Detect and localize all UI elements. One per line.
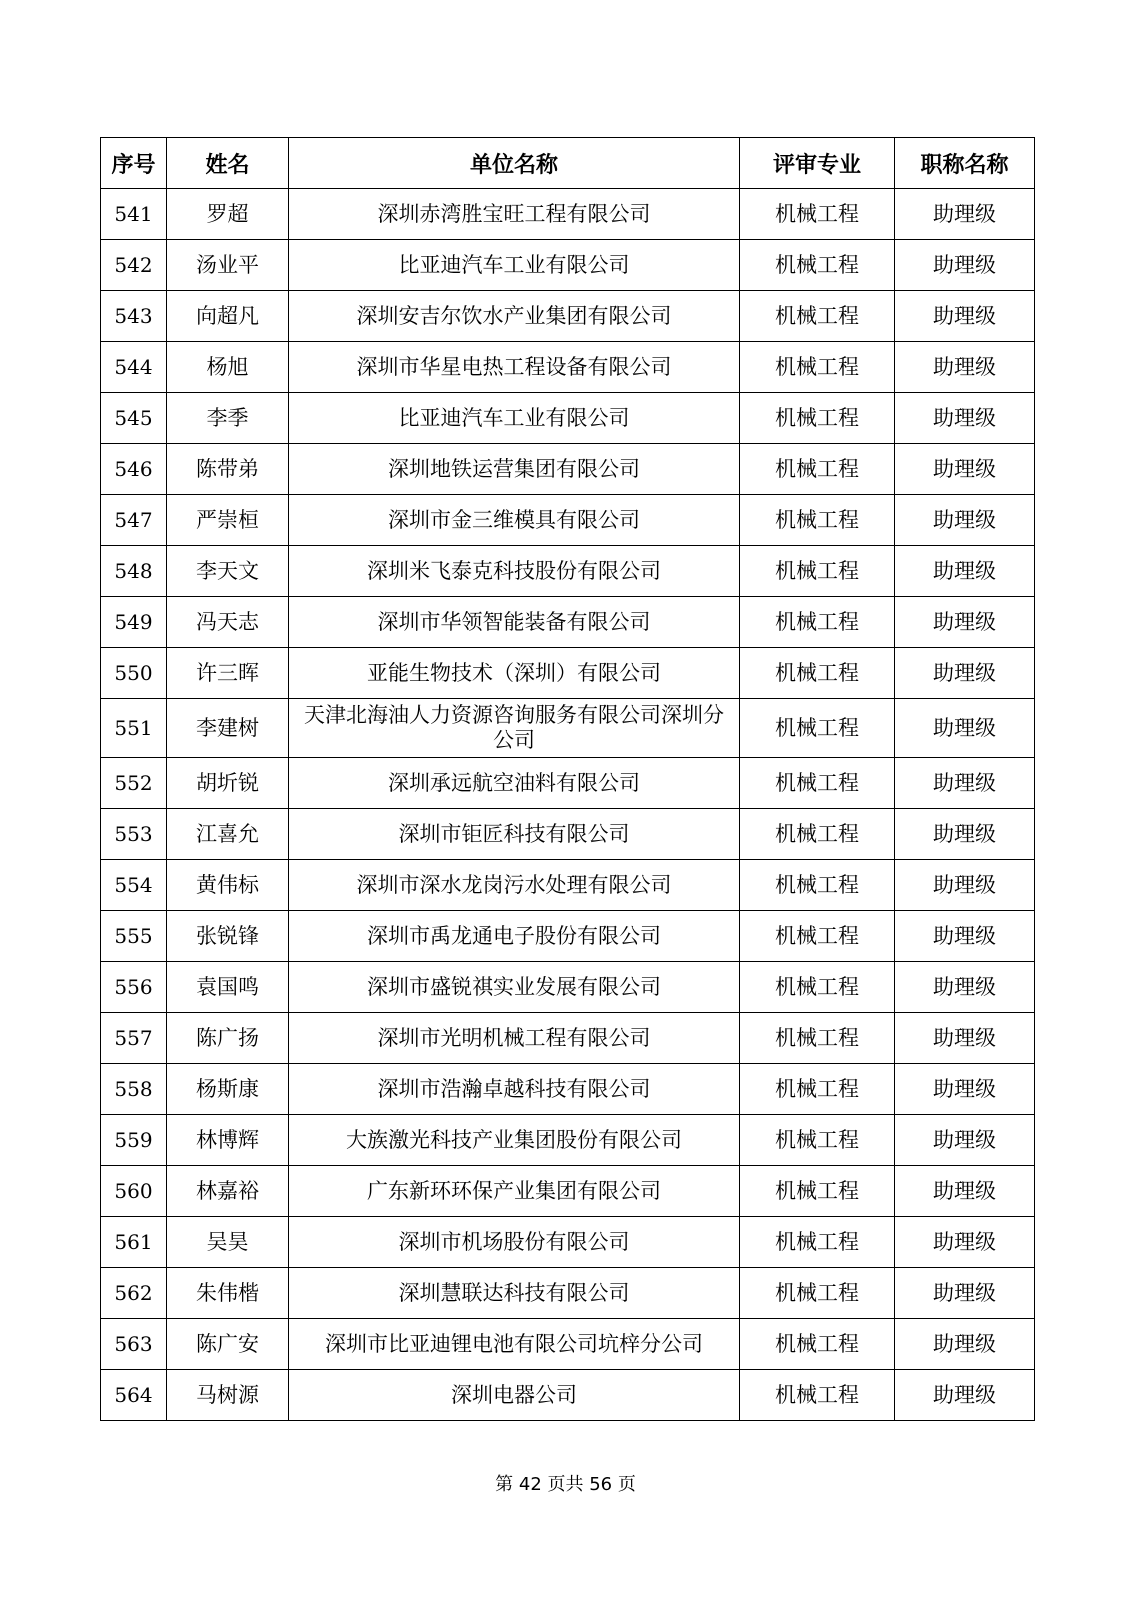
header-serial-number: 序号: [101, 138, 167, 189]
cell-specialty: 机械工程: [740, 860, 895, 911]
cell-unit-name: 比亚迪汽车工业有限公司: [289, 240, 740, 291]
cell-title-name: 助理级: [895, 546, 1035, 597]
cell-title-name: 助理级: [895, 1115, 1035, 1166]
cell-specialty: 机械工程: [740, 1370, 895, 1421]
cell-title-name: 助理级: [895, 291, 1035, 342]
table-row: [101, 546, 1035, 597]
cell-title-name: 助理级: [895, 240, 1035, 291]
cell-title-name: 助理级: [895, 1013, 1035, 1064]
cell-specialty: 机械工程: [740, 189, 895, 240]
cell-serial-number: 544: [101, 342, 167, 393]
cell-title-name: 助理级: [895, 189, 1035, 240]
cell-specialty: 机械工程: [740, 495, 895, 546]
cell-title-name: 助理级: [895, 1217, 1035, 1268]
cell-title-name: 助理级: [895, 809, 1035, 860]
cell-serial-number: 558: [101, 1064, 167, 1115]
cell-unit-name: 深圳安吉尔饮水产业集团有限公司: [289, 291, 740, 342]
cell-unit-name: 深圳米飞泰克科技股份有限公司: [289, 546, 740, 597]
cell-specialty: 机械工程: [740, 1268, 895, 1319]
cell-name: 陈广扬: [167, 1013, 289, 1064]
cell-title-name: 助理级: [895, 1319, 1035, 1370]
cell-title-name: 助理级: [895, 597, 1035, 648]
cell-serial-number: 561: [101, 1217, 167, 1268]
table-row: [101, 648, 1035, 699]
cell-name: 袁国鸣: [167, 962, 289, 1013]
cell-name: 林博辉: [167, 1115, 289, 1166]
cell-serial-number: 549: [101, 597, 167, 648]
cell-specialty: 机械工程: [740, 393, 895, 444]
table-row: [101, 699, 1035, 758]
header-unit-name: 单位名称: [289, 138, 740, 189]
cell-unit-name: 深圳市浩瀚卓越科技有限公司: [289, 1064, 740, 1115]
cell-serial-number: 560: [101, 1166, 167, 1217]
cell-name: 杨旭: [167, 342, 289, 393]
cell-name: 陈广安: [167, 1319, 289, 1370]
table-row: [101, 809, 1035, 860]
cell-specialty: 机械工程: [740, 546, 895, 597]
cell-serial-number: 563: [101, 1319, 167, 1370]
cell-name: 江喜允: [167, 809, 289, 860]
cell-specialty: 机械工程: [740, 699, 895, 758]
cell-specialty: 机械工程: [740, 240, 895, 291]
table-row: [101, 1319, 1035, 1370]
cell-specialty: 机械工程: [740, 648, 895, 699]
cell-serial-number: 545: [101, 393, 167, 444]
cell-unit-name: 深圳赤湾胜宝旺工程有限公司: [289, 189, 740, 240]
cell-title-name: 助理级: [895, 444, 1035, 495]
cell-title-name: 助理级: [895, 911, 1035, 962]
cell-name: 吴昊: [167, 1217, 289, 1268]
cell-title-name: 助理级: [895, 860, 1035, 911]
header-name: 姓名: [167, 138, 289, 189]
cell-name: 林嘉裕: [167, 1166, 289, 1217]
personnel-table: [100, 137, 1035, 1421]
cell-name: 汤业平: [167, 240, 289, 291]
table-row: [101, 758, 1035, 809]
cell-name: 许三晖: [167, 648, 289, 699]
cell-serial-number: 551: [101, 699, 167, 758]
cell-serial-number: 556: [101, 962, 167, 1013]
cell-unit-name: 深圳市机场股份有限公司: [289, 1217, 740, 1268]
cell-specialty: 机械工程: [740, 444, 895, 495]
cell-name: 张锐锋: [167, 911, 289, 962]
cell-specialty: 机械工程: [740, 291, 895, 342]
cell-unit-name: 深圳市深水龙岗污水处理有限公司: [289, 860, 740, 911]
cell-name: 严崇桓: [167, 495, 289, 546]
cell-title-name: 助理级: [895, 699, 1035, 758]
cell-title-name: 助理级: [895, 962, 1035, 1013]
cell-unit-name: 深圳市禹龙通电子股份有限公司: [289, 911, 740, 962]
cell-specialty: 机械工程: [740, 911, 895, 962]
cell-specialty: 机械工程: [740, 809, 895, 860]
cell-serial-number: 555: [101, 911, 167, 962]
cell-specialty: 机械工程: [740, 1064, 895, 1115]
cell-specialty: 机械工程: [740, 1319, 895, 1370]
cell-specialty: 机械工程: [740, 1166, 895, 1217]
cell-specialty: 机械工程: [740, 1115, 895, 1166]
cell-serial-number: 550: [101, 648, 167, 699]
table-row: [101, 1166, 1035, 1217]
cell-serial-number: 541: [101, 189, 167, 240]
table-row: [101, 240, 1035, 291]
cell-serial-number: 554: [101, 860, 167, 911]
cell-title-name: 助理级: [895, 648, 1035, 699]
cell-serial-number: 542: [101, 240, 167, 291]
cell-unit-name: 亚能生物技术（深圳）有限公司: [289, 648, 740, 699]
table-row: [101, 1370, 1035, 1421]
cell-unit-name: 比亚迪汽车工业有限公司: [289, 393, 740, 444]
cell-unit-name: 深圳慧联达科技有限公司: [289, 1268, 740, 1319]
table-row: [101, 1268, 1035, 1319]
cell-name: 陈带弟: [167, 444, 289, 495]
table-row: [101, 444, 1035, 495]
table-header-row: [101, 138, 1035, 189]
cell-serial-number: 553: [101, 809, 167, 860]
table-row: [101, 1064, 1035, 1115]
cell-unit-name: 深圳市金三维模具有限公司: [289, 495, 740, 546]
cell-unit-name: 深圳承远航空油料有限公司: [289, 758, 740, 809]
cell-name: 李天文: [167, 546, 289, 597]
cell-unit-name: 深圳市光明机械工程有限公司: [289, 1013, 740, 1064]
cell-unit-name: 深圳市比亚迪锂电池有限公司坑梓分公司: [289, 1319, 740, 1370]
cell-unit-name: 天津北海油人力资源咨询服务有限公司深圳分公司: [289, 699, 740, 758]
cell-specialty: 机械工程: [740, 962, 895, 1013]
header-title-name: 职称名称: [895, 138, 1035, 189]
table-row: [101, 495, 1035, 546]
cell-name: 向超凡: [167, 291, 289, 342]
page-number: 第 42 页共 56 页: [495, 1474, 636, 1495]
table-row: [101, 189, 1035, 240]
cell-title-name: 助理级: [895, 393, 1035, 444]
cell-name: 冯天志: [167, 597, 289, 648]
cell-serial-number: 552: [101, 758, 167, 809]
cell-name: 黄伟标: [167, 860, 289, 911]
cell-serial-number: 547: [101, 495, 167, 546]
cell-serial-number: 548: [101, 546, 167, 597]
cell-unit-name: 深圳市盛锐祺实业发展有限公司: [289, 962, 740, 1013]
cell-specialty: 机械工程: [740, 342, 895, 393]
table-row: [101, 291, 1035, 342]
table-row: [101, 860, 1035, 911]
cell-title-name: 助理级: [895, 1166, 1035, 1217]
table-row: [101, 1115, 1035, 1166]
cell-name: 胡圻锐: [167, 758, 289, 809]
header-specialty: 评审专业: [740, 138, 895, 189]
cell-name: 李建树: [167, 699, 289, 758]
table-row: [101, 597, 1035, 648]
cell-specialty: 机械工程: [740, 597, 895, 648]
table-row: [101, 342, 1035, 393]
table-row: [101, 962, 1035, 1013]
cell-unit-name: 深圳市华星电热工程设备有限公司: [289, 342, 740, 393]
cell-serial-number: 546: [101, 444, 167, 495]
cell-unit-name: 深圳市华领智能装备有限公司: [289, 597, 740, 648]
cell-title-name: 助理级: [895, 342, 1035, 393]
cell-name: 杨斯康: [167, 1064, 289, 1115]
table-row: [101, 393, 1035, 444]
cell-title-name: 助理级: [895, 758, 1035, 809]
cell-unit-name: 深圳地铁运营集团有限公司: [289, 444, 740, 495]
table-row: [101, 911, 1035, 962]
table-row: [101, 1013, 1035, 1064]
cell-name: 朱伟楷: [167, 1268, 289, 1319]
cell-unit-name: 广东新环环保产业集团有限公司: [289, 1166, 740, 1217]
cell-title-name: 助理级: [895, 495, 1035, 546]
cell-name: 马树源: [167, 1370, 289, 1421]
cell-serial-number: 559: [101, 1115, 167, 1166]
cell-unit-name: 深圳市钜匠科技有限公司: [289, 809, 740, 860]
cell-unit-name: 大族激光科技产业集团股份有限公司: [289, 1115, 740, 1166]
cell-serial-number: 543: [101, 291, 167, 342]
cell-title-name: 助理级: [895, 1268, 1035, 1319]
cell-specialty: 机械工程: [740, 1013, 895, 1064]
cell-serial-number: 562: [101, 1268, 167, 1319]
cell-serial-number: 557: [101, 1013, 167, 1064]
cell-unit-name: 深圳电器公司: [289, 1370, 740, 1421]
cell-title-name: 助理级: [895, 1370, 1035, 1421]
cell-name: 罗超: [167, 189, 289, 240]
cell-specialty: 机械工程: [740, 1217, 895, 1268]
table-body: [101, 189, 1035, 1421]
cell-specialty: 机械工程: [740, 758, 895, 809]
table-row: [101, 1217, 1035, 1268]
cell-name: 李季: [167, 393, 289, 444]
cell-serial-number: 564: [101, 1370, 167, 1421]
cell-title-name: 助理级: [895, 1064, 1035, 1115]
